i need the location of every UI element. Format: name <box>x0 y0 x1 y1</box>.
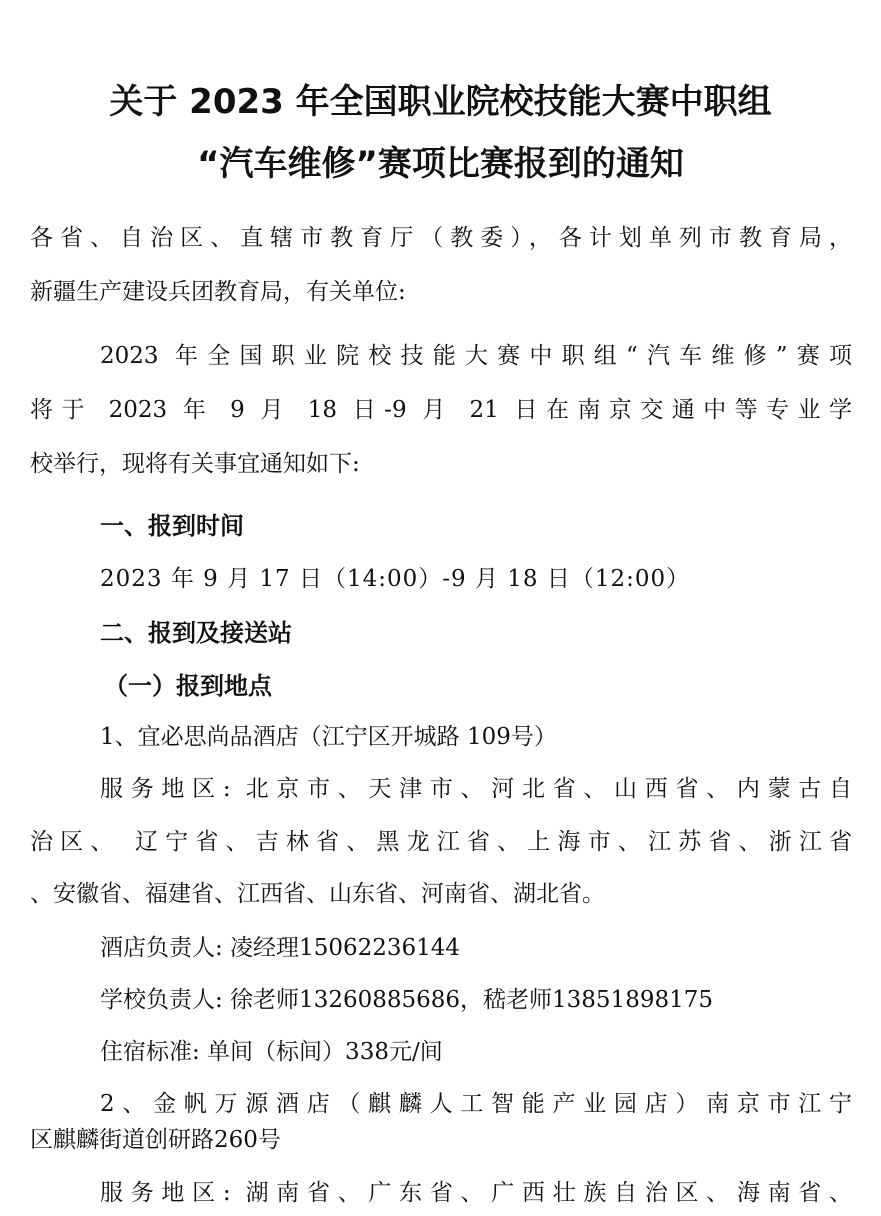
hotel-1-service-area-line-3: 、安徽省、福建省、江西省、山东省、河南省、湖北省。 <box>30 881 605 907</box>
section-2-heading: 二、报到及接送站 <box>100 619 292 647</box>
intro-line-2: 将于 2023 年 9 月 18 日-9 月 21 日在南京交通中等专业学 <box>30 397 852 423</box>
salutation-line-2: 新疆生产建设兵团教育局，有关单位: <box>30 279 406 305</box>
document-title-line-1: 关于 2023 年全国职业院校技能大赛中职组 <box>109 82 772 122</box>
hotel-2-service-area-line-1: 服务地区: 湖南省、广东省、广西壮族自治区、海南省、 <box>100 1180 852 1206</box>
hotel-1-manager: 酒店负责人: 凌经理15062236144 <box>100 935 461 961</box>
registration-time: 2023 年 9 月 17 日（14:00）-9 月 18 日（12:00） <box>100 566 691 592</box>
hotel-1-service-area-line-1: 服务地区: 北京市、天津市、河北省、山西省、内蒙古自 <box>100 776 852 802</box>
hotel-1-service-area-line-2: 治区、 辽宁省、吉林省、黑龙江省、上海市、江苏省、浙江省 <box>30 829 852 855</box>
hotel-1-name: 1、宜必思尚品酒店（江宁区开城路 109号） <box>100 724 557 750</box>
intro-line-1: 2023 年全国职业院校技能大赛中职组“汽车维修”赛项 <box>100 343 852 369</box>
salutation-line-1: 各省、自治区、直辖市教育厅（教委），各计划单列市教育局， <box>30 225 852 251</box>
hotel-1-price: 住宿标准: 单间（标间）338元/间 <box>100 1039 443 1065</box>
hotel-2-name-line-1: 2、金帆万源酒店（麒麟人工智能产业园店）南京市江宁 <box>100 1091 852 1117</box>
hotel-2-name-line-2: 区麒麟街道创研路260号 <box>30 1127 281 1153</box>
document-title-line-2: “汽车维修”赛项比赛报到的通知 <box>197 144 684 184</box>
section-1-heading: 一、报到时间 <box>100 512 244 540</box>
intro-line-3: 校举行，现将有关事宜通知如下: <box>30 451 360 477</box>
hotel-1-school-contact: 学校负责人: 徐老师13260885686，嵇老师13851898175 <box>100 987 713 1013</box>
subsection-1-heading: （一）报到地点 <box>104 672 272 700</box>
